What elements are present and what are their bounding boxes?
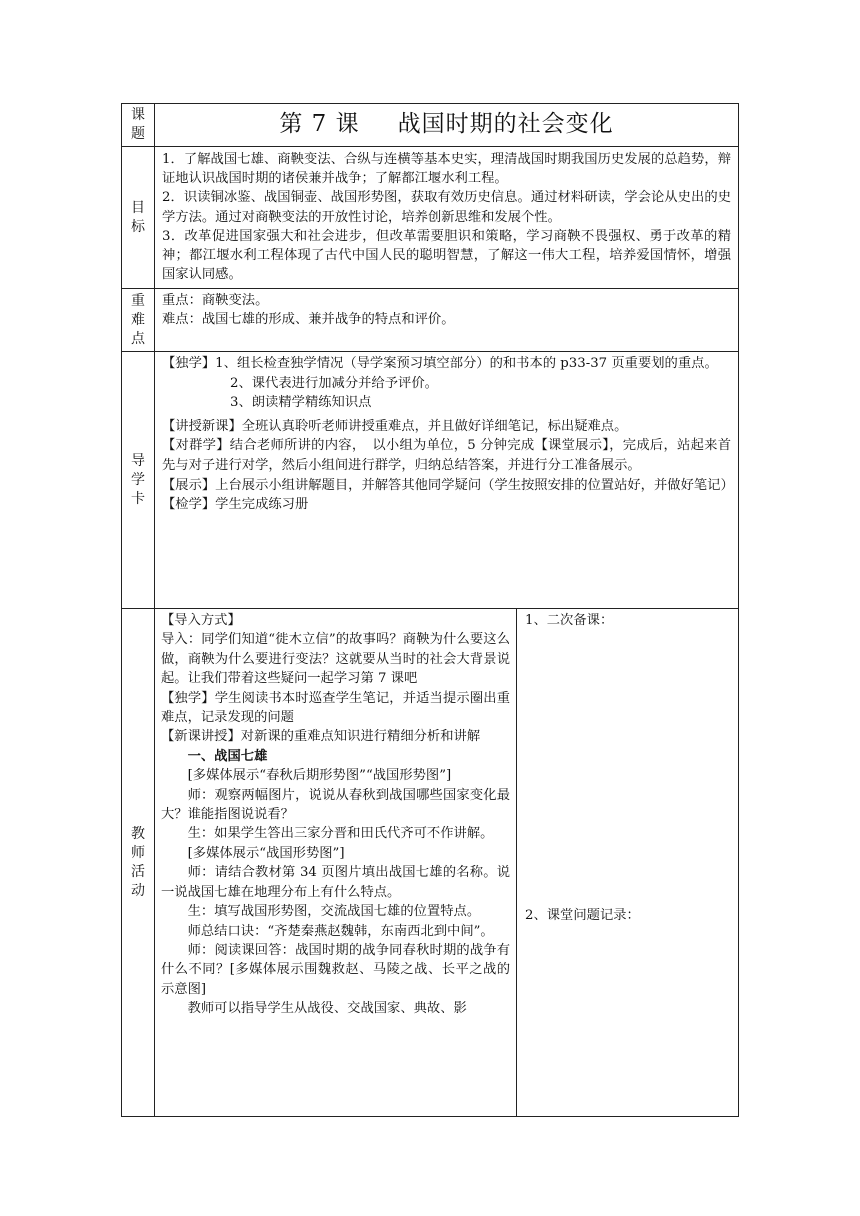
difficult-point: 难点：战国七雄的形成、兼并战争的特点和评价。 xyxy=(162,312,455,328)
row-label-objectives: 目标 xyxy=(122,147,155,288)
guide-line-6: 【展示】上台展示小组讲解题目，并解答其他同学疑问（学生按照安排的位置站好，并做好笔记） xyxy=(162,477,734,493)
body-5: 师：请结合教材第 34 页图片填出战国七雄的名称。说一说战国七雄在地理分布上有什么特点。 xyxy=(161,865,510,900)
notes-column xyxy=(517,609,738,1116)
guide-line-5: 【对群学】结合老师所讲的内容， 以小组为单位，5 分钟完成【课堂展示】，完成后，站起来首先与对子进行对学，然后小组间进行群学，归纳总结答案，并进行分工准备展示。 xyxy=(162,438,731,473)
teacher-line-4: 【新课讲授】对新课的重难点知识进行精细分析和讲解 xyxy=(161,729,481,745)
body-9: 教师可以指导学生从战役、交战国家、典故、影 xyxy=(187,1001,467,1017)
body-2: 师：观察两幅图片，说说从春秋到战国哪些国家变化最大？谁能指图说说看？ xyxy=(161,787,510,823)
guide-line-2: 2、课代表进行加减分并给予评价。 xyxy=(230,375,438,391)
guide-line-7: 【检学】学生完成练习册 xyxy=(162,497,309,513)
notes-questions: 2、课堂问题记录： xyxy=(525,908,640,923)
lesson-name: 战国时期的社会变化 xyxy=(397,111,614,138)
lesson-number: 第 7 课 xyxy=(279,111,360,138)
row-label-topic: 课题 xyxy=(122,104,155,146)
key-point: 重点：商鞅变法。 xyxy=(162,293,269,308)
body-7: 师总结口诀：“齐楚秦燕赵魏韩，东南西北到中间”。 xyxy=(187,923,494,939)
body-8: 师：阅读课回答：战国时期的战争同春秋时期的战争有什么不同？[多媒体展示围魏救赵、马陵之战、长平之战的示意图] xyxy=(161,942,510,997)
objective-1: 1．了解战国七雄、商鞅变法、合纵与连横等基本史实，理清战国时期我国历史发展的总趋势，辩证地认识战国时期的诸侯兼并战争；了解都江堰水利工程。 xyxy=(162,152,731,187)
row-label-guide-card: 导学卡 xyxy=(122,352,155,608)
objectives-row xyxy=(121,146,739,288)
title-row xyxy=(121,103,739,146)
row-label-teacher: 教师活动 xyxy=(122,609,155,1116)
objectives-content xyxy=(155,147,738,288)
key-points-row xyxy=(121,288,739,351)
teacher-line-3: 【独学】学生阅读书本时巡查学生笔记，并适当提示圈出重难点，记录发现的问题 xyxy=(161,690,510,726)
body-1: [多媒体展示“春秋后期形势图”“战国形势图”] xyxy=(187,768,452,784)
body-3: 生：如果学生答出三家分晋和田氏代齐可不作讲解。 xyxy=(187,826,494,842)
objective-2: 2．识读铜冰鉴、战国铜壶、战国形势图，获取有效历史信息。通过材料研读，学会论从史出的史学方法。通过对商鞅变法的开放性讨论，培养创新思维和发展个性。 xyxy=(162,190,731,225)
guide-line-1: 【独学】1、组长检查独学情况（导学案预习填空部分）的和书本的 p33-37 页重要划的重点。 xyxy=(162,356,718,371)
body-4: [多媒体展示“战国形势图”] xyxy=(187,845,345,861)
teacher-split xyxy=(155,609,738,1116)
section-title: 一、战国七雄 xyxy=(187,748,268,764)
guide-line-3: 3、朗读精学精练知识点 xyxy=(230,395,372,411)
lesson-title xyxy=(155,104,738,146)
row-label-key-points: 重难点 xyxy=(122,289,155,351)
teacher-activity-row xyxy=(121,608,739,1117)
objective-3: 3．改革促进国家强大和社会进步，但改革需要胆识和策略，学习商鞅不畏强权、勇于改革的精神；都江堰水利工程体现了古代中国人民的聪明智慧，了解这一伟大工程，培养爱国情怀，增强国家认同感。 xyxy=(162,228,731,283)
guide-card-content xyxy=(155,352,738,608)
teacher-activity-content xyxy=(155,609,517,1116)
teacher-line-1: 【导入方式】 xyxy=(161,613,241,628)
key-points-content xyxy=(155,289,738,351)
body-6: 生：填写战国形势图，交流战国七雄的位置特点。 xyxy=(187,904,481,920)
guide-card-row xyxy=(121,351,739,608)
guide-line-4: 【讲授新课】全班认真聆听老师讲授重难点，并且做好详细笔记，标出疑难点。 xyxy=(162,418,628,434)
notes-prep: 1、二次备课： xyxy=(525,613,614,628)
lesson-plan-table xyxy=(121,103,739,1117)
teacher-line-2: 导入：同学们知道“徙木立信”的故事吗？商鞅为什么要这么做，商鞅为什么要进行变法？这就要从当时的社会大背景说起。让我们带着这些疑问一起学习第 7 课吧 xyxy=(161,632,510,687)
